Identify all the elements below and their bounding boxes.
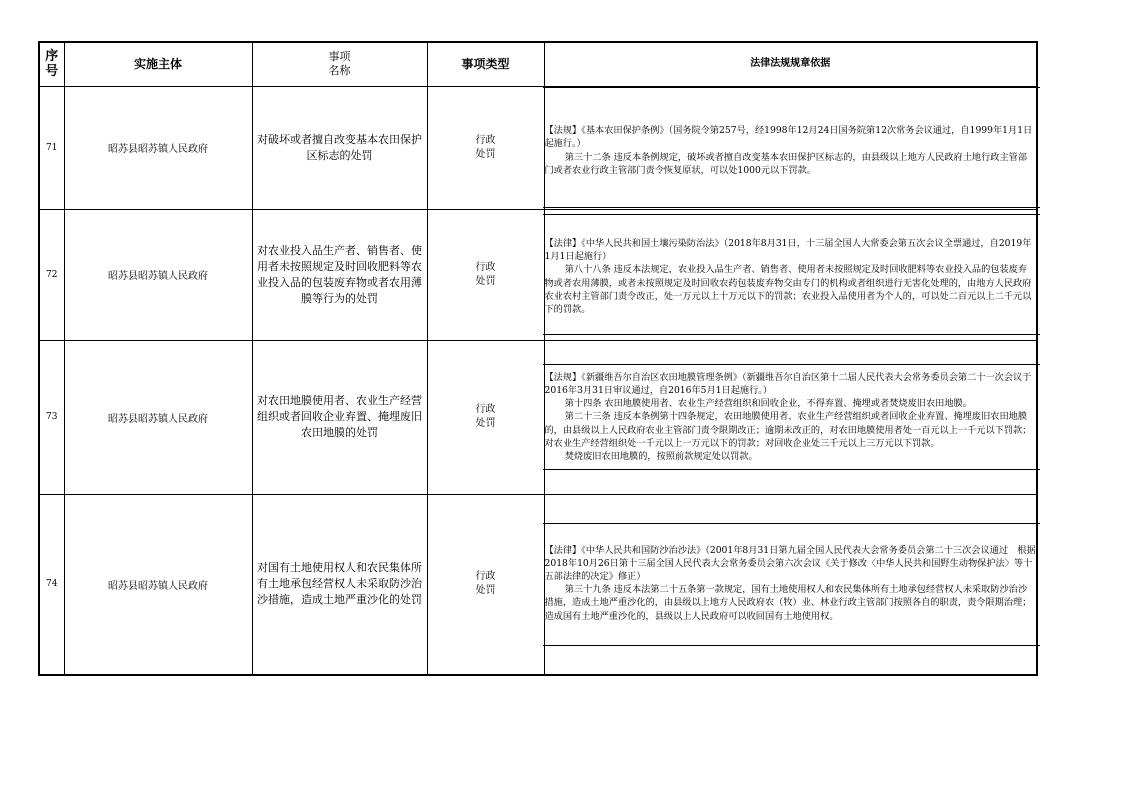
- row-type: [427, 86, 544, 209]
- row-seq: 71: [39, 86, 64, 209]
- row-type-line2: 处罚: [475, 275, 496, 287]
- row-basis-text: [543, 87, 1041, 208]
- row-type: [427, 340, 544, 494]
- header-name-line2: 名称: [328, 64, 351, 78]
- row-basis-text: [543, 214, 1041, 335]
- header-seq: 序号: [39, 42, 64, 86]
- header-basis: 法律法规规章依据: [544, 42, 1037, 86]
- row-type: [427, 494, 544, 675]
- header-name-line1: 事项: [328, 50, 351, 64]
- basis-paragraph: 焚烧废旧农田地膜的，按照前款规定处以罚款。: [564, 451, 758, 462]
- row-body: 昭苏县昭苏镇人民政府: [64, 494, 252, 675]
- row-basis: [544, 209, 1037, 340]
- basis-paragraph: 第三十二条 违反本条例规定，破坏或者擅自改变基本农田保护区标志的，由县级以上地方人民政府土地行政主管部门或者农业行政主管部门责令恢复原状，可以处1000元以下罚款。: [544, 151, 1028, 176]
- header-row: [39, 42, 1037, 86]
- row-name: 对国有土地使用权人和农民集体所有土地承包经营权人未采取防沙治沙措施，造成土地严重沙化的处罚: [252, 494, 427, 675]
- basis-paragraph: 【法律】《中华人民共和国土壤污染防治法》（2018年8月31日，十三届全国人大常委会第五次会议全票通过，自2019年1月1日起施行）: [544, 237, 1032, 263]
- basis-paragraph: 第十四条 农田地膜使用者、农业生产经营组织和回收企业，不得弃置、掩埋或者焚烧废旧农田地膜。: [564, 398, 972, 410]
- row-type-line2: 处罚: [475, 585, 496, 597]
- row-body: 昭苏县昭苏镇人民政府: [64, 86, 252, 209]
- row-basis: [544, 494, 1037, 675]
- row-body: 昭苏县昭苏镇人民政府: [64, 209, 252, 340]
- basis-paragraph: 第八十八条 违反本法规定，农业投入品生产者、销售者、使用者未按照规定及时回收肥料等农业投入品的包装废弃物或者农用薄膜，或者未按照规定及时回收农药包装废弃物交由专门的机构或者组织进行无害化处理的，由地方人民政府农业农村主管部门责令改正，处一万元以上十万元以下的罚款；农业投入品使用者为个人的，可以处二百元以上二千元以下的罚款。: [544, 264, 1032, 315]
- table-row: [39, 209, 1037, 340]
- row-body: 昭苏县昭苏镇人民政府: [64, 340, 252, 494]
- header-body: 实施主体: [64, 42, 252, 86]
- row-type-line1: 行政: [475, 134, 496, 146]
- row-seq: 74: [39, 494, 64, 675]
- row-basis: [544, 340, 1037, 494]
- row-name: 对农田地膜使用者、农业生产经营组织或者回收企业弃置、掩埋废旧农田地膜的处罚: [252, 340, 427, 494]
- row-basis-text: [543, 364, 1041, 470]
- basis-paragraph: 【法律】《中华人民共和国防沙治沙法》（2001年8月31日第九届全国人民代表大会常务委员会第二十三次会议通过 根据2018年10月26日第十三届全国人民代表大会常务委员会第六次会议《关于修改〈中华人民共和国野生动物保护法〉等十五部法律的决定》修正）: [544, 544, 1036, 583]
- row-name: 对农业投入品生产者、销售者、使用者未按照规定及时回收肥料等农业投入品的包装废弃物或者农用薄膜等行为的处罚: [252, 209, 427, 340]
- row-type-line2: 处罚: [475, 418, 496, 429]
- row-type-line1: 行政: [475, 571, 496, 583]
- basis-paragraph: 【法规】《基本农田保护条例》（国务院令第257号，经1998年12月24日国务院第12次常务会议通过，自1999年1月1日起施行。）: [544, 125, 1033, 150]
- row-type-line2: 处罚: [475, 148, 496, 160]
- row-type-line1: 行政: [475, 404, 496, 415]
- row-seq: 73: [39, 340, 64, 494]
- header-name: [252, 42, 427, 86]
- row-type: [427, 209, 544, 340]
- table-row: [39, 86, 1037, 209]
- row-basis-text: [543, 523, 1041, 646]
- basis-paragraph: 【法规】《新疆维吾尔自治区农田地膜管理条例》（新疆维吾尔自治区第十二届人民代表大会常务委员会第二十一次会议于2016年3月31日审议通过，自2016年5月1日起施行。）: [544, 371, 1032, 396]
- table-row: [39, 340, 1037, 494]
- row-name: 对破坏或者擅自改变基本农田保护区标志的处罚: [252, 86, 427, 209]
- basis-paragraph: 第二十三条 违反本条例第十四条规定，农田地膜使用者、农业生产经营组织或者回收企业弃置、掩埋废旧农田地膜的，由县级以上人民政府农业主管部门责令限期改正；逾期未改正的，对农田地膜使用者处一百元以上一千元以下罚款；对农业生产经营组织处一千元以上一万元以下的罚款；对回收企业处三千元以上三万元以下罚款。: [544, 411, 1032, 449]
- row-type-line1: 行政: [475, 261, 496, 273]
- basis-paragraph: 第三十九条 违反本法第二十五条第一款规定，国有土地使用权人和农民集体所有土地承包经营权人未采取防沙治沙措施，造成土地严重沙化的，由县级以上地方人民政府农（牧）业、林业行政主管部门按照各自的职责，责令限期治理；造成国有土地严重沙化的，县级以上人民政府可以收回国有土地使用权。: [544, 584, 1032, 622]
- row-seq: 72: [39, 209, 64, 340]
- enforcement-items-table: [38, 41, 1038, 676]
- row-basis: [544, 86, 1037, 209]
- header-type: 事项类型: [427, 42, 544, 86]
- table-row: [39, 494, 1037, 675]
